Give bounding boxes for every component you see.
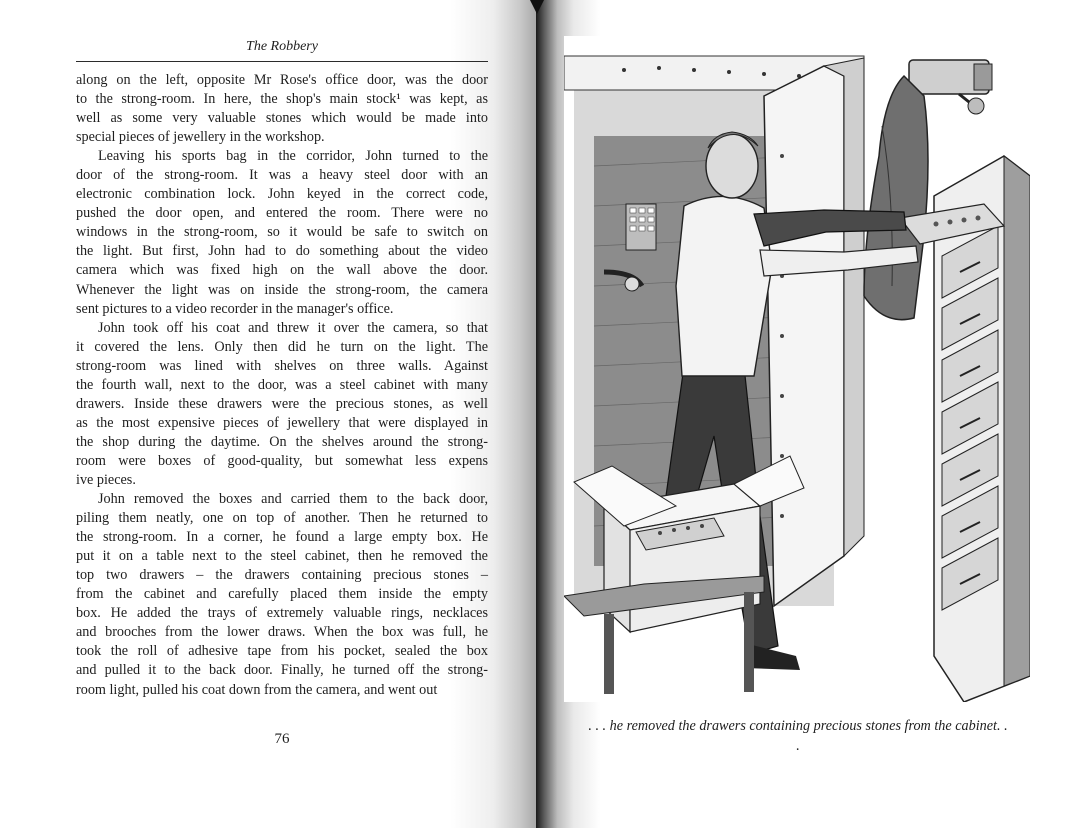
text-line: it covered the lens. Only then did he turn on the light. The — [76, 338, 488, 355]
text-line: the fourth wall, next to the door, was a steel cabinet with many — [76, 376, 488, 393]
text-line: the shop during the daytime. On the shelves around the strong- — [76, 433, 488, 450]
text-line: Leaving his sports bag in the corridor, John turned to the — [98, 148, 488, 165]
text-line: door of the strong-room. It was a heavy steel door with an — [76, 167, 488, 184]
text-line: windows in the strong-room, so it would be safe to switch on — [76, 224, 488, 241]
text-line: electronic combination lock. John keyed in the correct code, — [76, 186, 488, 203]
body-text — [76, 71, 488, 700]
running-head: The Robbery — [246, 39, 318, 54]
text-line: camera which was fixed high on the wall above the door. — [76, 262, 488, 279]
page-number: 76 — [274, 731, 290, 747]
text-line: box. He added the trays of extremely valuable rings, necklaces — [76, 605, 488, 622]
header-rule — [76, 61, 488, 62]
illustration-robbery — [564, 36, 1030, 702]
illustration-caption: . . . he removed the drawers containing precious stones from the cabinet. . . — [588, 718, 1008, 754]
text-line: and brooches from the lower draws. When the box was full, he — [76, 624, 488, 641]
text-line: to the strong-room. In here, the shop's main stock¹ was kept, as — [76, 91, 488, 108]
text-line: and pulled it to the back door. Finally, he turned off the strong- — [76, 662, 488, 679]
text-line: along on the left, opposite Mr Rose's office door, was the door — [76, 72, 488, 88]
text-line: well as some very valuable stones which would be made into — [76, 110, 488, 127]
text-line: the strong-room. In a corner, he found a large empty box. He — [76, 529, 488, 546]
text-line: from the cabinet and carefully placed them inside the empty — [76, 586, 488, 603]
text-line: ive pieces. — [76, 471, 136, 488]
text-line: room light, pulled his coat down from the camera, and went out — [76, 681, 438, 698]
text-line: special pieces of jewellery in the workshop. — [76, 129, 325, 146]
text-line: strong-room was lined with shelves on three walls. Against — [76, 357, 488, 374]
text-line: the light. But first, John had to do something about the video — [76, 243, 488, 260]
text-line: John removed the boxes and carried them to the back door, — [98, 491, 488, 508]
text-line: as the most expensive pieces of jewellery that were displayed in — [76, 414, 488, 431]
text-line: sent pictures to a video recorder in the manager's office. — [76, 300, 394, 317]
text-line: Whenever the light was on inside the strong-room, the camera — [76, 281, 488, 298]
text-line: put it on a table next to the steel cabinet, then he removed the — [76, 548, 488, 565]
text-line: took the roll of adhesive tape from his pocket, sealed the box — [76, 643, 488, 660]
text-line: room were boxes of good-quality, but somewhat less expens — [76, 452, 488, 469]
text-line: pushed the door open, and entered the room. There were no — [76, 205, 488, 222]
text-line: John took off his coat and threw it over the camera, so that — [98, 319, 488, 336]
text-line: drawers. Inside these drawers were the precious stones, as well — [76, 395, 488, 412]
text-line: piling them neatly, one on top of another. Then he returned to — [76, 510, 488, 527]
text-line: top two drawers – the drawers containing precious stones – — [76, 567, 488, 584]
